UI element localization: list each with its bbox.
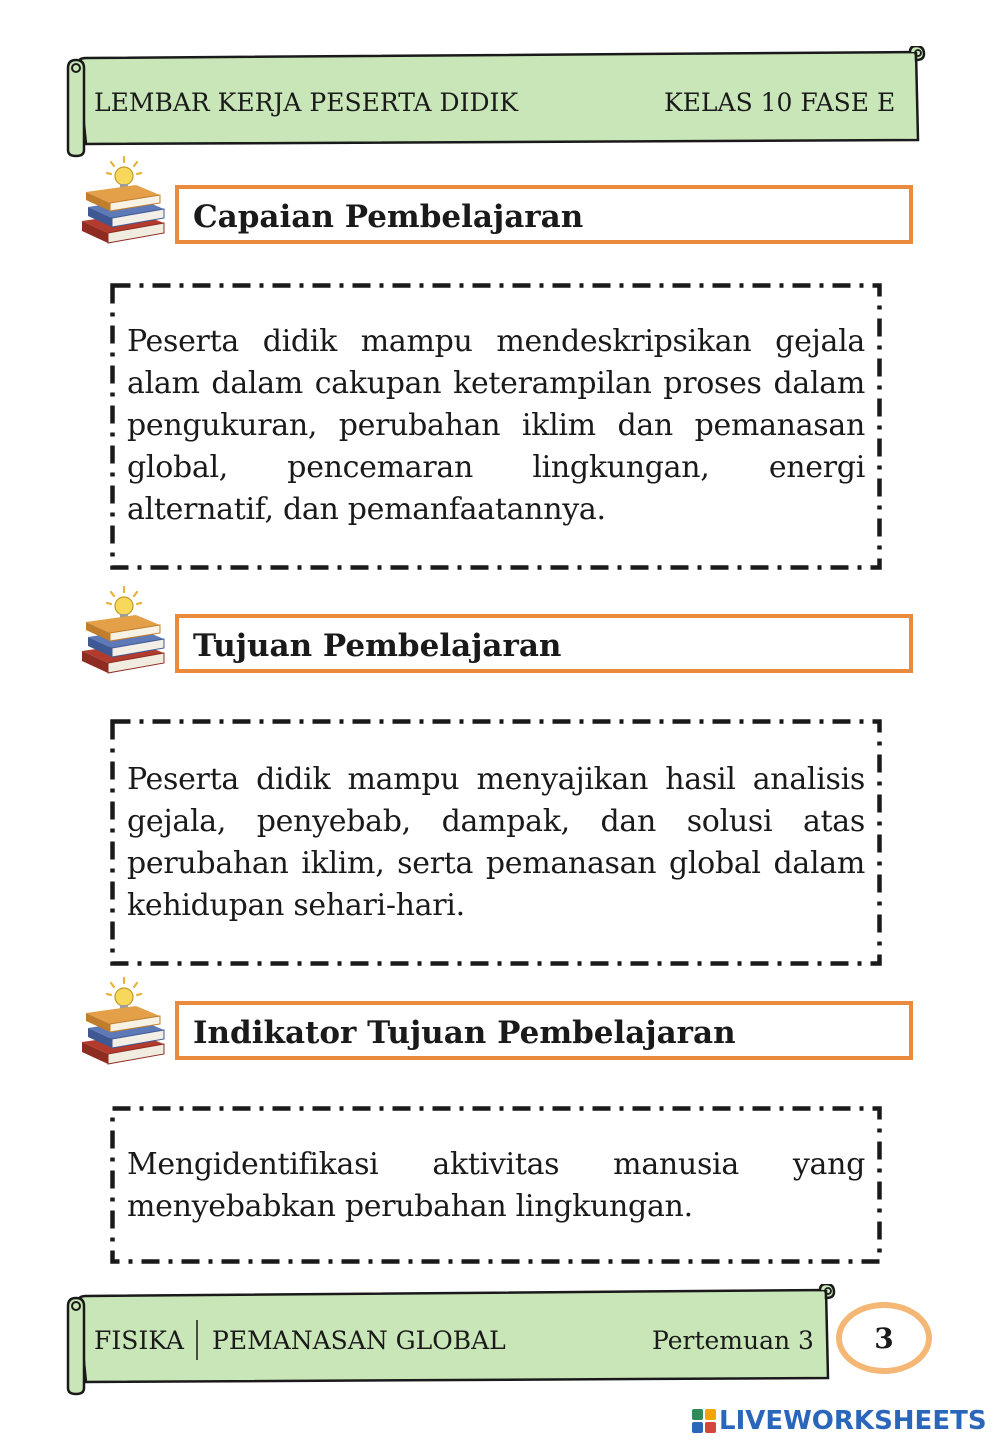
section-title: Indikator Tujuan Pembelajaran — [193, 1015, 736, 1051]
page-number: 3 — [874, 1321, 894, 1355]
header-banner — [64, 46, 926, 160]
section-body: Peserta didik mampu mendeskripsikan gejala alam dalam cakupan keterampilan proses dalam pengukuran, perubahan iklim dan pemanasan global, pencemaran lingkungan, energi alternatif, dan pemanfaatannya. — [127, 324, 865, 527]
section-title: Capaian Pembelajaran — [193, 199, 584, 235]
books-lightbulb-icon — [78, 976, 170, 1071]
section-title-box-indikator — [175, 1001, 913, 1060]
content-box-capaian — [110, 283, 882, 570]
books-lightbulb-icon — [78, 585, 170, 680]
section-title-box-tujuan — [175, 614, 913, 673]
section-title-box-capaian — [175, 185, 913, 244]
content-box-indikator — [110, 1106, 882, 1264]
page-number-badge — [836, 1302, 932, 1374]
topic-label: PEMANASAN GLOBAL — [212, 1326, 506, 1355]
section-body: Mengidentifikasi aktivitas manusia yang menyebabkan perubahan lingkungan. — [127, 1147, 865, 1224]
liveworksheets-logo[interactable] — [692, 1404, 987, 1438]
section-body: Peserta didik mampu menyajikan hasil analisis gejala, penyebab, dampak, dan solusi atas perubahan iklim, serta pemanasan global dalam kehidupan sehari-hari. — [127, 762, 865, 923]
subject-label: FISIKA — [94, 1326, 184, 1355]
section-title: Tujuan Pembelajaran — [193, 628, 562, 664]
books-lightbulb-icon — [78, 155, 170, 250]
content-box-tujuan — [110, 719, 882, 966]
watermark-text: LIVEWORKSHEETS — [719, 1406, 987, 1436]
liveworksheets-logo-icon — [692, 1409, 716, 1433]
meeting-label: Pertemuan 3 — [652, 1326, 814, 1355]
footer-banner — [64, 1284, 836, 1398]
worksheet-label: LEMBAR KERJA PESERTA DIDIK — [94, 88, 519, 117]
class-label: KELAS 10 FASE E — [664, 88, 896, 117]
